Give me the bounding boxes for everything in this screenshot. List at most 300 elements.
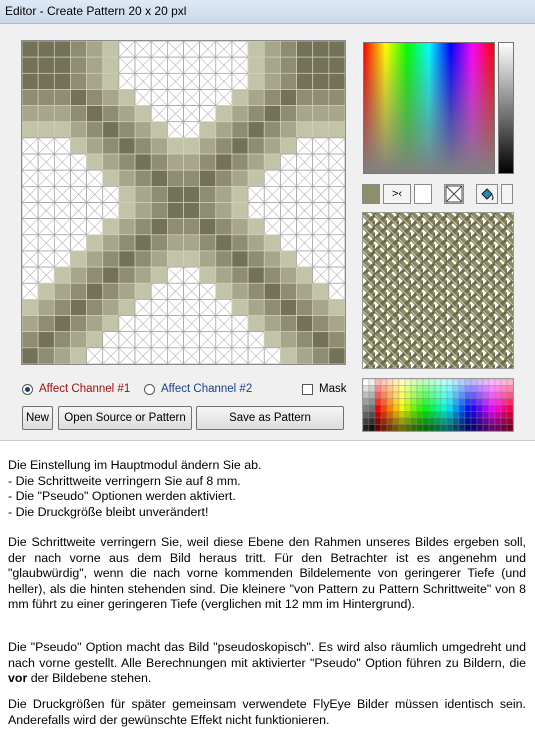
grid-cell[interactable] — [135, 283, 151, 299]
palette-swatch[interactable] — [405, 405, 411, 412]
palette-swatch[interactable] — [435, 392, 441, 399]
palette-swatch[interactable] — [507, 399, 513, 406]
grid-cell[interactable] — [248, 138, 264, 154]
palette-swatch[interactable] — [459, 379, 465, 386]
palette-swatch[interactable] — [429, 412, 435, 419]
grid-cell[interactable] — [313, 106, 329, 122]
palette-swatch[interactable] — [381, 405, 387, 412]
palette-swatch[interactable] — [387, 425, 393, 432]
grid-cell[interactable] — [119, 106, 135, 122]
grid-cell[interactable] — [119, 122, 135, 138]
palette-swatch[interactable] — [477, 425, 483, 432]
grid-cell[interactable] — [70, 41, 86, 57]
palette-swatch[interactable] — [501, 392, 507, 399]
palette-swatch[interactable] — [417, 412, 423, 419]
palette-swatch[interactable] — [399, 412, 405, 419]
grid-cell[interactable] — [103, 73, 119, 89]
palette-swatch[interactable] — [495, 392, 501, 399]
grid-cell[interactable] — [54, 122, 70, 138]
palette-swatch[interactable] — [441, 392, 447, 399]
grid-cell[interactable] — [167, 251, 183, 267]
grid-cell[interactable] — [200, 138, 216, 154]
grid-cell[interactable] — [297, 41, 313, 57]
grid-cell[interactable] — [297, 267, 313, 283]
palette-swatch[interactable] — [363, 405, 369, 412]
grid-cell[interactable] — [103, 122, 119, 138]
grid-cell[interactable] — [135, 138, 151, 154]
palette-swatch[interactable] — [417, 392, 423, 399]
palette-swatch[interactable] — [465, 392, 471, 399]
grid-cell[interactable] — [232, 267, 248, 283]
mask-checkbox[interactable] — [302, 383, 346, 395]
grid-cell[interactable] — [38, 122, 54, 138]
palette-swatch[interactable] — [399, 399, 405, 406]
grid-cell[interactable] — [54, 316, 70, 332]
grid-cell[interactable] — [54, 41, 70, 57]
grid-cell[interactable] — [232, 235, 248, 251]
palette-swatch[interactable] — [375, 405, 381, 412]
grid-cell[interactable] — [313, 348, 329, 364]
grid-cell[interactable] — [264, 154, 280, 170]
palette-swatch[interactable] — [423, 386, 429, 393]
grid-cell[interactable] — [119, 219, 135, 235]
palette-swatch[interactable] — [495, 386, 501, 393]
palette-swatch[interactable] — [417, 418, 423, 425]
palette-swatch[interactable] — [471, 379, 477, 386]
grid-cell[interactable] — [103, 283, 119, 299]
grid-cell[interactable] — [329, 299, 345, 315]
palette-swatch[interactable] — [447, 405, 453, 412]
grid-cell[interactable] — [248, 106, 264, 122]
grid-cell[interactable] — [264, 299, 280, 315]
grid-cell[interactable] — [87, 235, 103, 251]
palette-swatch[interactable] — [363, 412, 369, 419]
palette-swatch[interactable] — [411, 379, 417, 386]
grid-cell[interactable] — [313, 316, 329, 332]
extra-tool-button[interactable] — [501, 184, 513, 204]
grid-cell[interactable] — [216, 251, 232, 267]
grid-cell[interactable] — [232, 170, 248, 186]
palette-swatch[interactable] — [483, 399, 489, 406]
palette-swatch[interactable] — [363, 418, 369, 425]
palette-swatch[interactable] — [399, 392, 405, 399]
grid-cell[interactable] — [200, 170, 216, 186]
palette-swatch[interactable] — [507, 405, 513, 412]
grid-cell[interactable] — [87, 41, 103, 57]
palette-swatch[interactable] — [405, 386, 411, 393]
palette-swatch[interactable] — [459, 405, 465, 412]
grid-cell[interactable] — [232, 186, 248, 202]
affect-channel-2-radio[interactable] — [144, 383, 252, 395]
grid-cell[interactable] — [22, 299, 38, 315]
grid-cell[interactable] — [248, 41, 264, 57]
palette-swatch[interactable] — [381, 386, 387, 393]
palette-swatch[interactable] — [387, 386, 393, 393]
palette-swatch[interactable] — [417, 405, 423, 412]
grid-cell[interactable] — [216, 203, 232, 219]
palette-swatch[interactable] — [471, 386, 477, 393]
grid-cell[interactable] — [135, 122, 151, 138]
palette-swatch[interactable] — [393, 399, 399, 406]
grid-cell[interactable] — [119, 283, 135, 299]
grid-cell[interactable] — [103, 57, 119, 73]
grid-cell[interactable] — [38, 57, 54, 73]
palette-swatch[interactable] — [489, 405, 495, 412]
palette-swatch[interactable] — [375, 418, 381, 425]
grid-cell[interactable] — [248, 267, 264, 283]
grid-cell[interactable] — [232, 106, 248, 122]
palette-swatch[interactable] — [501, 386, 507, 393]
grid-cell[interactable] — [22, 73, 38, 89]
grid-cell[interactable] — [119, 186, 135, 202]
palette-swatch[interactable] — [411, 418, 417, 425]
grid-cell[interactable] — [87, 57, 103, 73]
grid-cell[interactable] — [119, 251, 135, 267]
grid-cell[interactable] — [184, 203, 200, 219]
palette-swatch[interactable] — [387, 412, 393, 419]
grid-cell[interactable] — [280, 348, 296, 364]
grid-cell[interactable] — [184, 251, 200, 267]
grid-cell[interactable] — [151, 219, 167, 235]
grid-cell[interactable] — [119, 267, 135, 283]
grid-cell[interactable] — [119, 203, 135, 219]
palette-swatch[interactable] — [453, 418, 459, 425]
palette-swatch[interactable] — [489, 425, 495, 432]
palette-swatch[interactable] — [477, 386, 483, 393]
palette-swatch[interactable] — [369, 425, 375, 432]
grid-cell[interactable] — [184, 235, 200, 251]
palette-swatch[interactable] — [405, 392, 411, 399]
palette-swatch[interactable] — [489, 392, 495, 399]
palette-swatch[interactable] — [489, 399, 495, 406]
palette-swatch[interactable] — [441, 425, 447, 432]
palette-swatch[interactable] — [405, 418, 411, 425]
palette-swatch[interactable] — [447, 379, 453, 386]
grid-cell[interactable] — [264, 57, 280, 73]
grid-cell[interactable] — [38, 348, 54, 364]
grid-cell[interactable] — [329, 122, 345, 138]
palette-swatch[interactable] — [423, 392, 429, 399]
palette-swatch[interactable] — [363, 392, 369, 399]
grid-cell[interactable] — [87, 154, 103, 170]
grid-cell[interactable] — [216, 122, 232, 138]
palette-swatch[interactable] — [447, 399, 453, 406]
grid-cell[interactable] — [200, 122, 216, 138]
palette-swatch[interactable] — [423, 399, 429, 406]
grid-cell[interactable] — [22, 89, 38, 105]
grid-cell[interactable] — [38, 73, 54, 89]
grid-cell[interactable] — [232, 89, 248, 105]
grid-cell[interactable] — [103, 106, 119, 122]
palette-swatch[interactable] — [471, 399, 477, 406]
grid-cell[interactable] — [87, 299, 103, 315]
grid-cell[interactable] — [329, 57, 345, 73]
grid-cell[interactable] — [151, 186, 167, 202]
palette-swatch[interactable] — [423, 418, 429, 425]
grid-cell[interactable] — [103, 299, 119, 315]
palette-swatch[interactable] — [417, 425, 423, 432]
grid-cell[interactable] — [151, 203, 167, 219]
grid-cell[interactable] — [167, 235, 183, 251]
grid-cell[interactable] — [200, 219, 216, 235]
grid-cell[interactable] — [329, 41, 345, 57]
palette-swatch[interactable] — [369, 399, 375, 406]
grid-cell[interactable] — [22, 316, 38, 332]
grid-cell[interactable] — [151, 235, 167, 251]
grid-cell[interactable] — [264, 235, 280, 251]
palette-swatch[interactable] — [369, 392, 375, 399]
palette-swatch[interactable] — [495, 379, 501, 386]
palette-swatch[interactable] — [381, 412, 387, 419]
palette-swatch[interactable] — [453, 379, 459, 386]
palette-swatch[interactable] — [501, 405, 507, 412]
palette-swatch[interactable] — [393, 425, 399, 432]
grid-cell[interactable] — [22, 122, 38, 138]
grid-cell[interactable] — [70, 267, 86, 283]
grid-cell[interactable] — [232, 219, 248, 235]
grid-cell[interactable] — [184, 170, 200, 186]
grid-cell[interactable] — [70, 122, 86, 138]
grid-cell[interactable] — [329, 316, 345, 332]
grid-cell[interactable] — [70, 316, 86, 332]
palette-swatch[interactable] — [369, 379, 375, 386]
palette-swatch[interactable] — [447, 418, 453, 425]
grid-cell[interactable] — [232, 122, 248, 138]
palette-swatch[interactable] — [429, 425, 435, 432]
grid-cell[interactable] — [280, 251, 296, 267]
palette-swatch[interactable] — [405, 399, 411, 406]
grid-cell[interactable] — [216, 283, 232, 299]
grid-cell[interactable] — [87, 332, 103, 348]
palette-swatch[interactable] — [453, 392, 459, 399]
grid-cell[interactable] — [280, 122, 296, 138]
grid-cell[interactable] — [87, 283, 103, 299]
palette-swatch[interactable] — [471, 392, 477, 399]
palette-swatch[interactable] — [483, 405, 489, 412]
palette-swatch[interactable] — [441, 379, 447, 386]
grid-cell[interactable] — [87, 267, 103, 283]
clear-button[interactable] — [444, 184, 464, 204]
palette-swatch[interactable] — [435, 412, 441, 419]
palette-swatch[interactable] — [453, 412, 459, 419]
palette-swatch[interactable] — [465, 405, 471, 412]
palette-swatch[interactable] — [411, 399, 417, 406]
grid-cell[interactable] — [297, 89, 313, 105]
palette-swatch[interactable] — [393, 405, 399, 412]
grid-cell[interactable] — [216, 219, 232, 235]
grid-cell[interactable] — [280, 89, 296, 105]
palette-swatch[interactable] — [489, 418, 495, 425]
palette-swatch[interactable] — [423, 405, 429, 412]
palette-swatch[interactable] — [465, 418, 471, 425]
grid-cell[interactable] — [54, 283, 70, 299]
grid-cell[interactable] — [232, 203, 248, 219]
grid-cell[interactable] — [103, 267, 119, 283]
grid-cell[interactable] — [329, 332, 345, 348]
grid-cell[interactable] — [280, 299, 296, 315]
palette-swatch[interactable] — [483, 379, 489, 386]
grid-cell[interactable] — [135, 106, 151, 122]
color-palette[interactable] — [362, 378, 514, 432]
palette-swatch[interactable] — [429, 399, 435, 406]
grid-cell[interactable] — [54, 299, 70, 315]
palette-swatch[interactable] — [459, 418, 465, 425]
grid-cell[interactable] — [54, 348, 70, 364]
palette-swatch[interactable] — [423, 412, 429, 419]
grid-cell[interactable] — [167, 219, 183, 235]
palette-swatch[interactable] — [495, 399, 501, 406]
palette-swatch[interactable] — [417, 399, 423, 406]
palette-swatch[interactable] — [501, 425, 507, 432]
grid-cell[interactable] — [87, 73, 103, 89]
palette-swatch[interactable] — [435, 418, 441, 425]
grid-cell[interactable] — [280, 267, 296, 283]
palette-swatch[interactable] — [501, 418, 507, 425]
grid-cell[interactable] — [329, 106, 345, 122]
palette-swatch[interactable] — [471, 418, 477, 425]
palette-swatch[interactable] — [423, 379, 429, 386]
grid-cell[interactable] — [87, 138, 103, 154]
palette-swatch[interactable] — [441, 405, 447, 412]
palette-swatch[interactable] — [447, 392, 453, 399]
palette-swatch[interactable] — [381, 392, 387, 399]
grid-cell[interactable] — [264, 283, 280, 299]
grid-cell[interactable] — [135, 203, 151, 219]
palette-swatch[interactable] — [435, 379, 441, 386]
palette-swatch[interactable] — [459, 399, 465, 406]
grid-cell[interactable] — [297, 57, 313, 73]
palette-swatch[interactable] — [399, 386, 405, 393]
palette-swatch[interactable] — [429, 379, 435, 386]
palette-swatch[interactable] — [393, 392, 399, 399]
grid-cell[interactable] — [248, 57, 264, 73]
palette-swatch[interactable] — [453, 386, 459, 393]
grid-cell[interactable] — [248, 251, 264, 267]
grid-cell[interactable] — [200, 267, 216, 283]
palette-swatch[interactable] — [369, 386, 375, 393]
palette-swatch[interactable] — [471, 425, 477, 432]
grid-cell[interactable] — [151, 251, 167, 267]
grid-cell[interactable] — [280, 316, 296, 332]
palette-swatch[interactable] — [387, 392, 393, 399]
palette-swatch[interactable] — [363, 379, 369, 386]
grid-cell[interactable] — [297, 122, 313, 138]
swap-colors-button[interactable] — [383, 184, 411, 204]
palette-swatch[interactable] — [459, 386, 465, 393]
grid-cell[interactable] — [184, 138, 200, 154]
grid-cell[interactable] — [200, 251, 216, 267]
grid-cell[interactable] — [22, 106, 38, 122]
palette-swatch[interactable] — [483, 386, 489, 393]
grid-cell[interactable] — [103, 41, 119, 57]
grid-cell[interactable] — [297, 332, 313, 348]
grid-cell[interactable] — [264, 89, 280, 105]
palette-swatch[interactable] — [435, 405, 441, 412]
palette-swatch[interactable] — [483, 418, 489, 425]
grid-cell[interactable] — [70, 57, 86, 73]
palette-swatch[interactable] — [447, 412, 453, 419]
grid-cell[interactable] — [297, 348, 313, 364]
palette-swatch[interactable] — [417, 379, 423, 386]
grid-cell[interactable] — [232, 299, 248, 315]
grid-cell[interactable] — [232, 283, 248, 299]
grid-cell[interactable] — [70, 89, 86, 105]
grid-cell[interactable] — [103, 251, 119, 267]
grid-cell[interactable] — [313, 41, 329, 57]
palette-swatch[interactable] — [483, 425, 489, 432]
grid-cell[interactable] — [248, 170, 264, 186]
grid-cell[interactable] — [280, 106, 296, 122]
grid-cell[interactable] — [167, 203, 183, 219]
grid-cell[interactable] — [184, 219, 200, 235]
palette-swatch[interactable] — [441, 418, 447, 425]
palette-swatch[interactable] — [471, 405, 477, 412]
grid-cell[interactable] — [103, 235, 119, 251]
grid-cell[interactable] — [22, 41, 38, 57]
grid-cell[interactable] — [264, 41, 280, 57]
palette-swatch[interactable] — [477, 399, 483, 406]
grid-cell[interactable] — [248, 316, 264, 332]
grid-cell[interactable] — [264, 316, 280, 332]
grid-cell[interactable] — [264, 267, 280, 283]
grid-cell[interactable] — [38, 299, 54, 315]
grid-cell[interactable] — [280, 138, 296, 154]
palette-swatch[interactable] — [369, 405, 375, 412]
palette-swatch[interactable] — [477, 392, 483, 399]
palette-swatch[interactable] — [483, 392, 489, 399]
palette-swatch[interactable] — [501, 399, 507, 406]
grid-cell[interactable] — [313, 57, 329, 73]
palette-swatch[interactable] — [363, 425, 369, 432]
grid-cell[interactable] — [216, 154, 232, 170]
palette-swatch[interactable] — [435, 425, 441, 432]
palette-swatch[interactable] — [429, 392, 435, 399]
grid-cell[interactable] — [38, 316, 54, 332]
grid-cell[interactable] — [313, 122, 329, 138]
palette-swatch[interactable] — [477, 412, 483, 419]
palette-swatch[interactable] — [447, 386, 453, 393]
palette-swatch[interactable] — [507, 386, 513, 393]
palette-swatch[interactable] — [435, 386, 441, 393]
grid-cell[interactable] — [297, 283, 313, 299]
palette-swatch[interactable] — [393, 379, 399, 386]
grid-cell[interactable] — [54, 57, 70, 73]
palette-swatch[interactable] — [495, 412, 501, 419]
grid-cell[interactable] — [248, 235, 264, 251]
palette-swatch[interactable] — [507, 379, 513, 386]
grid-cell[interactable] — [216, 170, 232, 186]
palette-swatch[interactable] — [411, 412, 417, 419]
grid-cell[interactable] — [135, 219, 151, 235]
palette-swatch[interactable] — [495, 418, 501, 425]
palette-swatch[interactable] — [375, 392, 381, 399]
palette-swatch[interactable] — [477, 405, 483, 412]
palette-swatch[interactable] — [381, 418, 387, 425]
grid-cell[interactable] — [184, 154, 200, 170]
pattern-grid[interactable] — [22, 41, 345, 364]
grid-cell[interactable] — [216, 138, 232, 154]
grid-cell[interactable] — [167, 138, 183, 154]
palette-swatch[interactable] — [423, 425, 429, 432]
palette-swatch[interactable] — [405, 425, 411, 432]
palette-swatch[interactable] — [375, 379, 381, 386]
grid-cell[interactable] — [264, 73, 280, 89]
grid-cell[interactable] — [216, 106, 232, 122]
palette-swatch[interactable] — [483, 412, 489, 419]
palette-swatch[interactable] — [387, 405, 393, 412]
grid-cell[interactable] — [264, 138, 280, 154]
palette-swatch[interactable] — [411, 386, 417, 393]
